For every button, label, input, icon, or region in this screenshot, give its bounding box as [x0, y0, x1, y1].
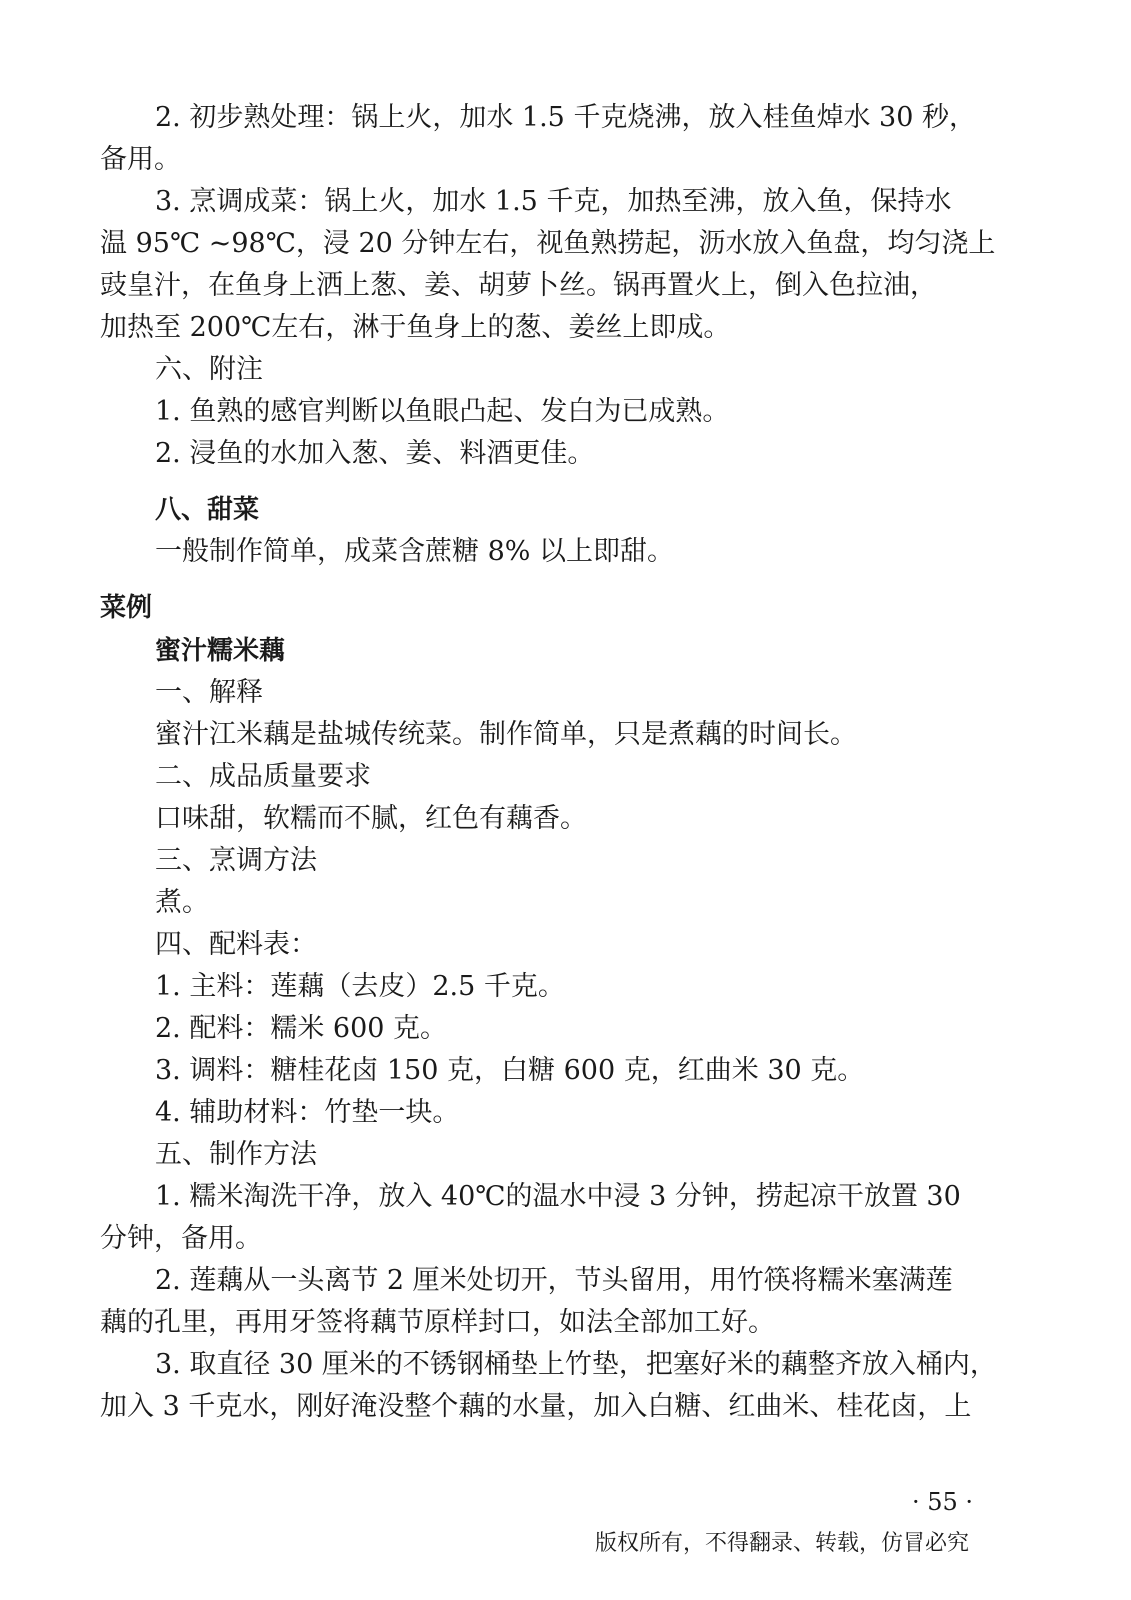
text-line: 分钟，备用。 [100, 1223, 262, 1254]
text-line: 4. 辅助材料：竹垫一块。 [155, 1097, 460, 1128]
text-line: 3. 取直径 30 厘米的不锈钢桶垫上竹垫，把塞好米的藕整齐放入桶内， [155, 1349, 997, 1380]
dish-title: 蜜汁糯米藕 [155, 636, 286, 666]
text-line: 1. 主料：莲藕（去皮）2.5 千克。 [155, 971, 565, 1002]
text-line: 口味甜，软糯而不腻，红色有藕香。 [155, 803, 587, 834]
text-line: 煮。 [155, 887, 209, 918]
section-heading: 一、解释 [155, 677, 263, 708]
section-heading: 五、制作方法 [155, 1139, 317, 1170]
text-line: 豉皇汁，在鱼身上洒上葱、姜、胡萝卜丝。锅再置火上，倒入色拉油， [100, 270, 937, 301]
section-heading: 三、烹调方法 [155, 845, 317, 876]
section-heading: 四、配料表： [155, 929, 317, 960]
text-line: 备用。 [100, 144, 181, 175]
example-heading: 菜例 [100, 593, 153, 623]
text-line: 1. 糯米淘洗干净，放入 40℃的温水中浸 3 分钟，捞起凉干放置 30 [155, 1181, 961, 1212]
text-line: 3. 调料：糖桂花卤 150 克，白糖 600 克，红曲米 30 克。 [155, 1055, 865, 1086]
text-line: 藕的孔里，再用牙签将藕节原样封口，如法全部加工好。 [100, 1307, 775, 1338]
text-line: 蜜汁江米藕是盐城传统菜。制作简单，只是煮藕的时间长。 [155, 719, 857, 750]
text-line: 温 95℃ ~98℃，浸 20 分钟左右，视鱼熟捞起，沥水放入鱼盘，均匀浇上 [100, 228, 996, 259]
section-heading-bold: 八、甜菜 [155, 495, 260, 525]
text-line: 2. 浸鱼的水加入葱、姜、料酒更佳。 [155, 438, 595, 469]
text-line: 2. 配料：糯米 600 克。 [155, 1013, 448, 1044]
text-line: 加入 3 千克水，刚好淹没整个藕的水量，加入白糖、红曲米、桂花卤，上 [100, 1391, 972, 1422]
text-line: 3. 烹调成菜：锅上火，加水 1.5 千克，加热至沸，放入鱼，保持水 [155, 186, 952, 217]
text-line: 2. 初步熟处理：锅上火，加水 1.5 千克烧沸，放入桂鱼焯水 30 秒， [155, 102, 976, 133]
copyright-footer: 版权所有，不得翻录、转载，仿冒必究 [595, 1531, 970, 1556]
section-heading: 六、附注 [155, 354, 263, 385]
text-line: 2. 莲藕从一头离节 2 厘米处切开，节头留用，用竹筷将糯米塞满莲 [155, 1265, 953, 1296]
text-line: 一般制作简单，成菜含蔗糖 8% 以上即甜。 [155, 536, 674, 567]
section-heading: 二、成品质量要求 [155, 761, 371, 792]
text-line: 加热至 200℃左右，淋于鱼身上的葱、姜丝上即成。 [100, 312, 731, 343]
page-number: · 55 · [912, 1488, 974, 1516]
text-line: 1. 鱼熟的感官判断以鱼眼凸起、发白为已成熟。 [155, 396, 730, 427]
